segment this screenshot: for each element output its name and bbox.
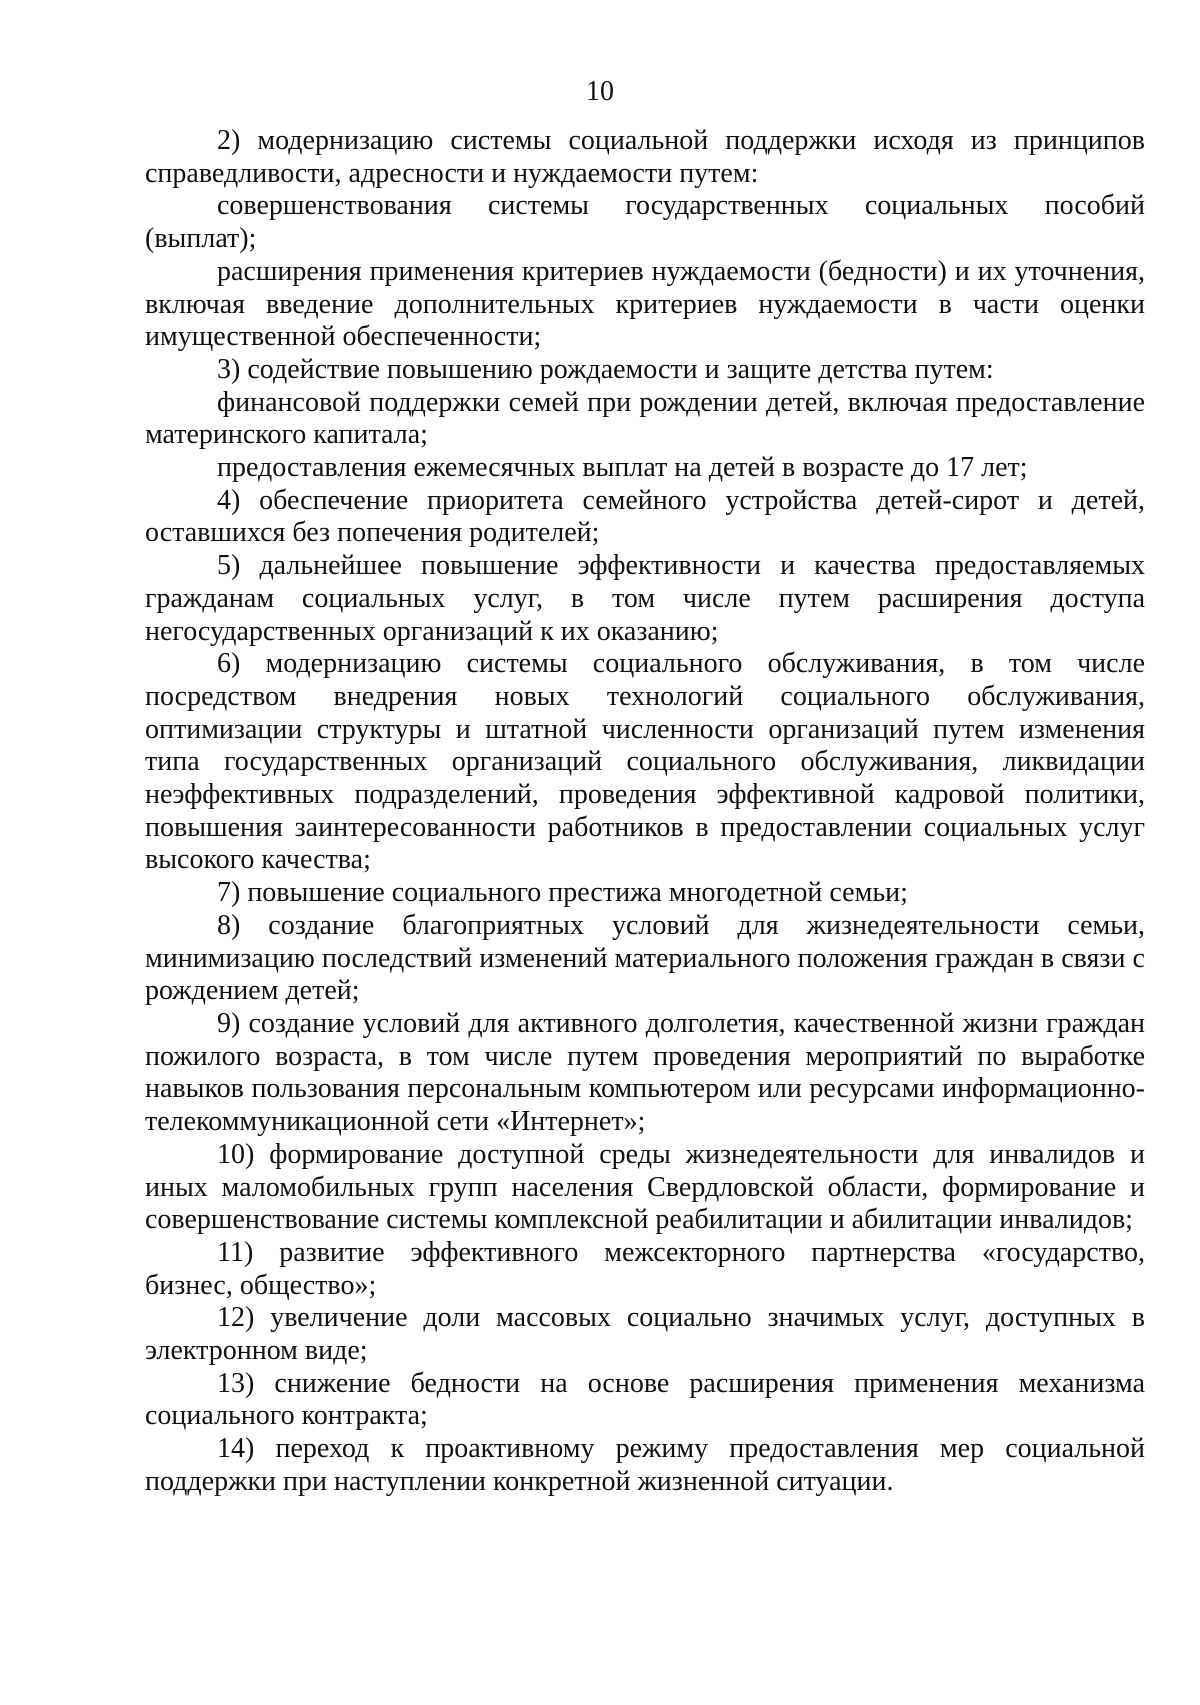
paragraph: 14) переход к проактивному режиму предоставления мер социальной поддержки при наступлении конкретной жизненной ситуации. — [145, 1433, 1145, 1497]
paragraph: 8) создание благоприятных условий для жизнедеятельности семьи, минимизацию последствий изменений материального положения граждан в связи с рождением детей; — [145, 909, 1145, 1007]
paragraph: совершенствования системы государственных социальных пособий (выплат); — [145, 190, 1145, 255]
paragraph: 7) повышение социального престижа многодетной семьи; — [217, 877, 908, 909]
paragraph: 3) содействие повышению рождаемости и защите детства путем: — [217, 353, 994, 385]
page-number: 10 — [586, 76, 614, 107]
paragraph: финансовой поддержки семей при рождении детей, включая предоставление материнского капитала; — [145, 386, 1145, 451]
paragraph: 4) обеспечение приоритета семейного устройства детей-сирот и детей, оставшихся без попечения родителей; — [145, 484, 1145, 549]
document-body — [145, 125, 1145, 1499]
paragraph: предоставления ежемесячных выплат на детей в возрасте до 17 лет; — [217, 452, 1028, 484]
paragraph: 5) дальнейшее повышение эффективности и качества предоставляемых гражданам социальных услуг, в том числе путем расширения доступа негосударственных организаций к их оказанию; — [145, 550, 1145, 647]
paragraph: 2) модернизацию системы социальной поддержки исходя из принципов справедливости, адресности и нуждаемости путем: — [145, 125, 1145, 189]
paragraph: 12) увеличение доли массовых социально значимых услуг, доступных в электронном виде; — [145, 1302, 1145, 1367]
paragraph: 13) снижение бедности на основе расширения применения механизма социального контракта; — [145, 1367, 1145, 1432]
paragraph: 9) создание условий для активного долголетия, качественной жизни граждан пожилого возраста, в том числе путем проведения мероприятий по выработке навыков пользования персональным компьютером или ресурсами информационно-телекоммуникационной сети «Интернет»; — [145, 1007, 1145, 1138]
paragraph: 6) модернизацию системы социального обслуживания, в том числе посредством внедрения новых технологий социального обслуживания, оптимизации структуры и штатной численности организаций путем изменения типа государственных организаций социального обслуживания, ликвидации неэффективных подразделений, проведения эффективной кадровой политики, повышения заинтересованности работников в предоставлении социальных услуг высокого качества; — [145, 648, 1145, 876]
paragraph: 11) развитие эффективного межсекторного партнерства «государство, бизнес, общество»; — [145, 1236, 1145, 1301]
paragraph: 10) формирование доступной среды жизнедеятельности для инвалидов и иных маломобильных групп населения Свердловской области, формирование и совершенствование системы комплексной реабилитации и абилитации инвалидов; — [145, 1138, 1145, 1236]
paragraph: расширения применения критериев нуждаемости (бедности) и их уточнения, включая введение дополнительных критериев нуждаемости в части оценки имущественной обеспеченности; — [145, 255, 1145, 353]
